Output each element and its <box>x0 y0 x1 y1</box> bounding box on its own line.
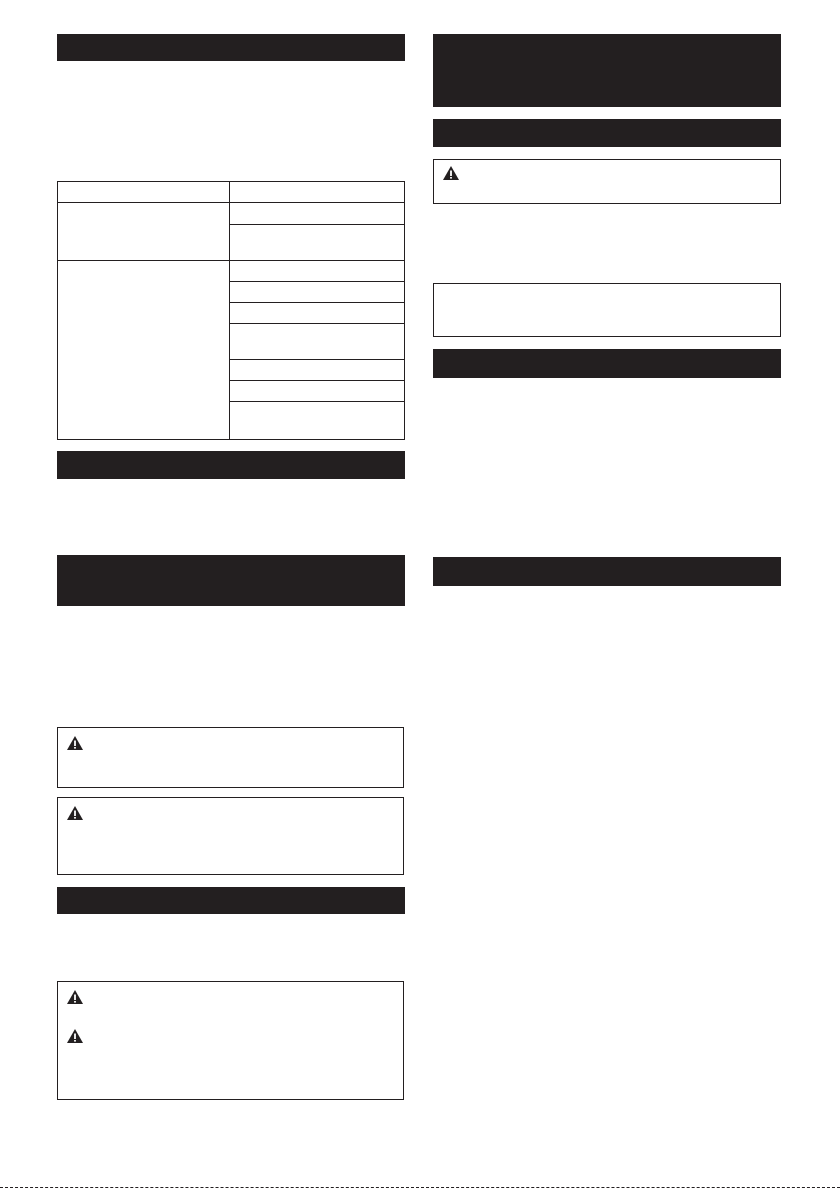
warning-box <box>57 797 404 875</box>
table-header-cell <box>230 182 405 203</box>
table-cell <box>230 381 405 402</box>
table-cell <box>58 203 230 261</box>
section-heading-bar <box>57 555 405 606</box>
warning-box <box>57 981 404 1100</box>
section-heading-bar <box>433 349 781 378</box>
section-heading-bar <box>433 119 781 147</box>
section-heading-bar <box>433 34 781 107</box>
warning-triangle-icon <box>66 989 84 1005</box>
table-cell <box>230 402 405 440</box>
table-cell <box>230 360 405 381</box>
warning-triangle-icon <box>66 1028 84 1044</box>
section-heading-bar <box>57 451 405 479</box>
section-heading-bar <box>433 557 781 586</box>
warning-triangle-icon <box>442 165 460 181</box>
table-cell <box>58 261 230 440</box>
warning-box <box>57 727 404 788</box>
table-header-cell <box>58 182 230 203</box>
note-box <box>433 283 781 337</box>
table-row <box>58 261 405 282</box>
table-cell <box>230 225 405 261</box>
warning-triangle-icon <box>66 735 84 751</box>
table-cell <box>230 282 405 303</box>
table-cell <box>230 203 405 225</box>
page-bottom-rule <box>0 1187 840 1188</box>
table-row <box>58 203 405 225</box>
warning-box <box>433 159 781 204</box>
table-cell <box>230 261 405 282</box>
table-cell <box>230 324 405 360</box>
warning-triangle-icon <box>66 805 84 821</box>
table-row <box>58 182 405 203</box>
section-heading-bar <box>57 34 405 61</box>
section-heading-bar <box>57 887 405 914</box>
table-cell <box>230 303 405 324</box>
specifications-table <box>57 181 405 440</box>
